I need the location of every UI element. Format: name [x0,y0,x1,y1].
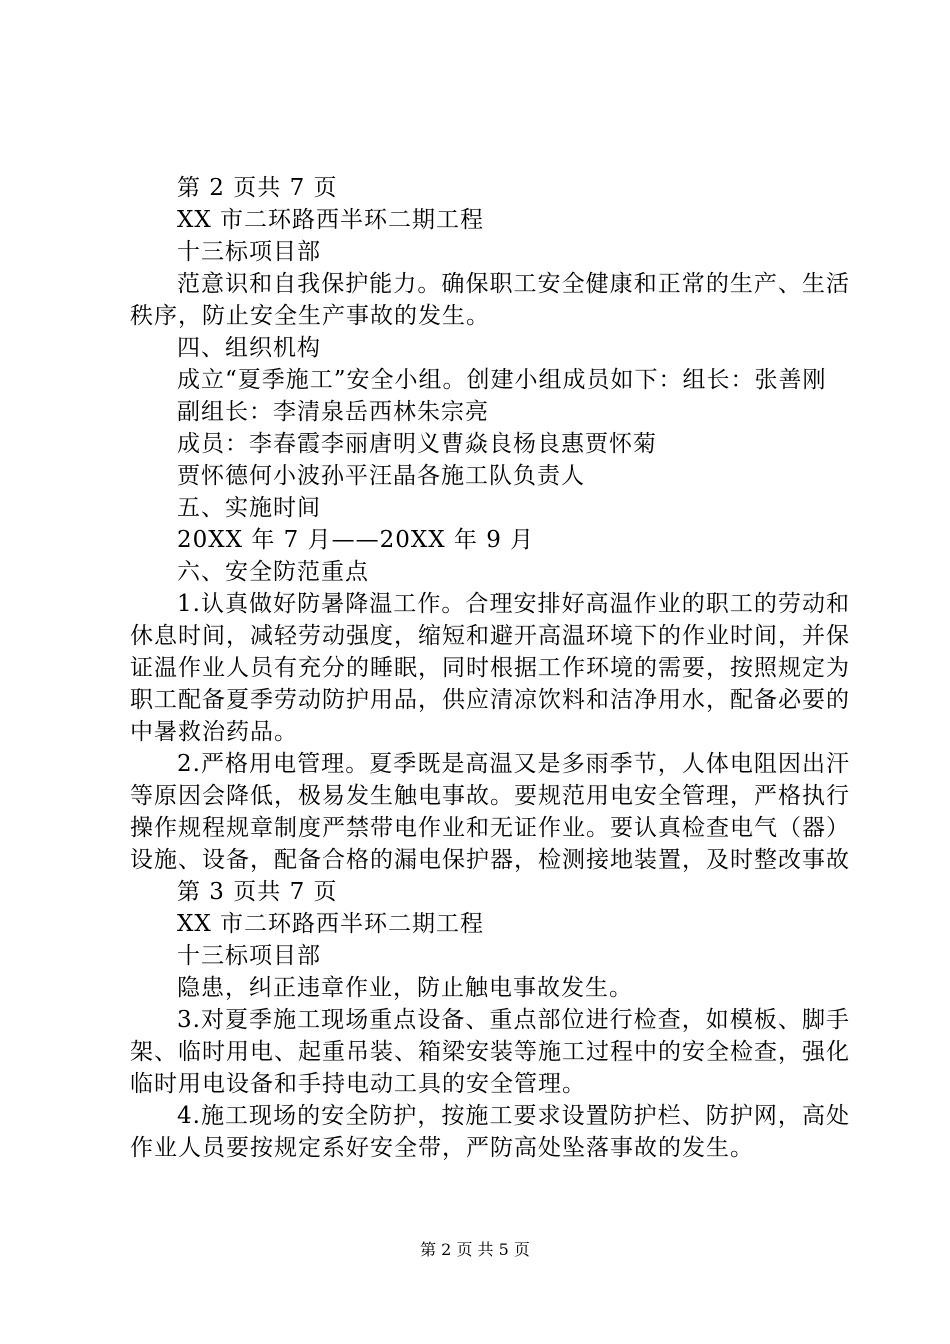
department-name: 十三标项目部 [177,943,321,969]
page-footer: 第 2 页 共 5 页 [420,1240,530,1259]
date-range: 20XX 年 7 月——20XX 年 9 月 [177,527,535,553]
project-name: XX 市二环路西半环二期工程 [177,207,485,233]
paragraph: 1.认真做好防暑降温工作。合理安排好高温作业的职工的劳动和休息时间，减轻劳动强度，缩短和避开高温环境下的作业时间，并保证温作业人员有充分的睡眠，同时根据工作环境的需要，按照规定为职工配备夏季劳动防护用品，供应清凉饮料和洁净用水，配备必要的中暑救治药品。 [130,591,850,745]
paragraph: 3.对夏季施工现场重点设备、重点部位进行检查，如模板、脚手架、临时用电、起重吊装、箱梁安装等施工过程中的安全检查，强化临时用电设备和手持电动工具的安全管理。 [130,1007,850,1097]
page-marker: 第 3 页共 7 页 [177,879,338,905]
paragraph: 2.严格用电管理。夏季既是高温又是多雨季节，人体电阻因出汗等原因会降低，极易发生触电事故。要规范用电安全管理，严格执行操作规程规章制度严禁带电作业和无证作业。要认真检查电气（器）设施、设备，配备合格的漏电保护器，检测接地装置，及时整改事故 [130,751,850,873]
section-heading: 四、组织机构 [177,335,321,361]
paragraph: 隐患，纠正违章作业，防止触电事故发生。 [177,975,633,1001]
list-item: 副组长：李清泉岳西林朱宗亮 [177,399,489,425]
department-name: 十三标项目部 [177,239,321,265]
project-name: XX 市二环路西半环二期工程 [177,911,485,937]
paragraph: 范意识和自我保护能力。确保职工安全健康和正常的生产、生活秩序，防止安全生产事故的发生。 [130,271,850,329]
section-heading: 六、安全防范重点 [177,559,369,585]
paragraph: 成立“夏季施工”安全小组。创建小组成员如下：组长：张善刚 [177,367,827,393]
list-item: 贾怀德何小波孙平汪晶各施工队负责人 [177,463,585,489]
list-item: 成员：李春霞李丽唐明义曹焱良杨良惠贾怀菊 [177,431,657,457]
paragraph: 4.施工现场的安全防护，按施工要求设置防护栏、防护网，高处作业人员要按规定系好安全带，严防高处坠落事故的发生。 [130,1103,850,1161]
page-marker: 第 2 页共 7 页 [177,175,338,201]
document-body [130,172,850,1164]
section-heading: 五、实施时间 [177,495,321,521]
